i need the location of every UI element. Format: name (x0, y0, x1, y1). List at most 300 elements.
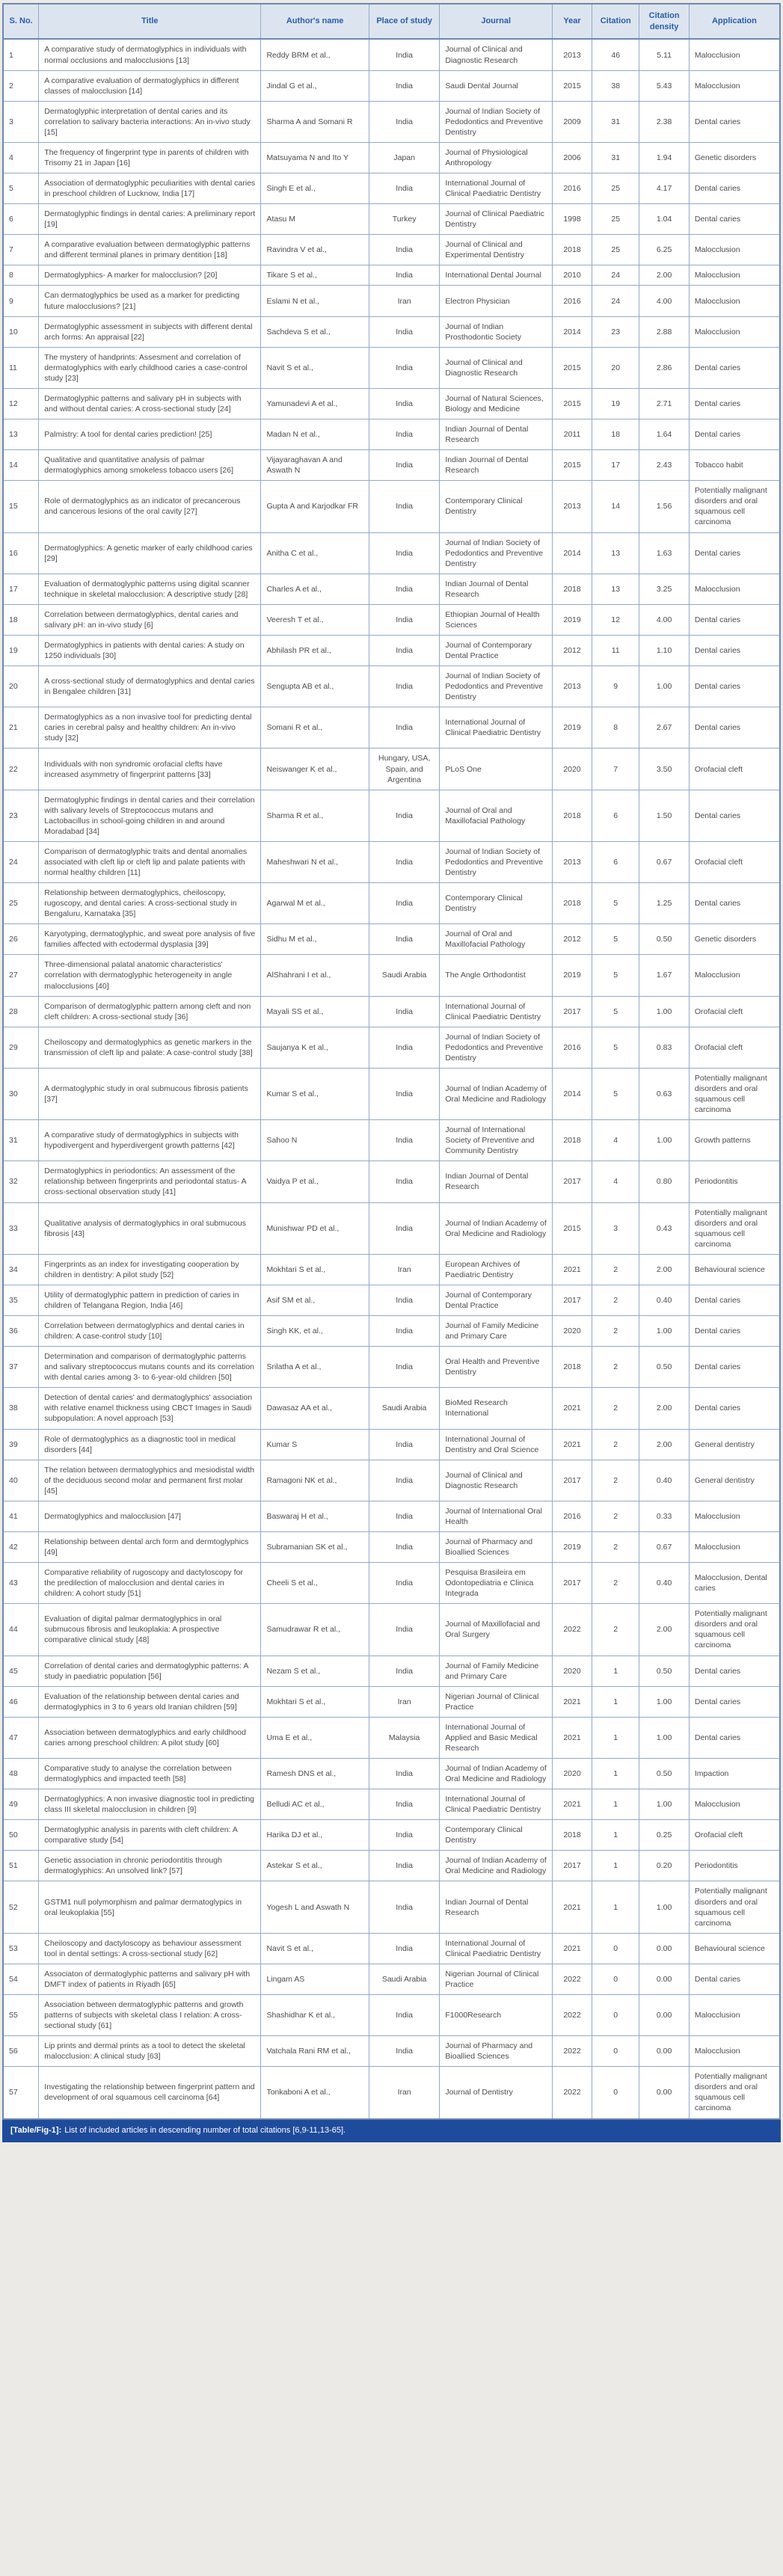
cell-application: Dental caries (689, 101, 780, 142)
cell-application: Malocclusion (689, 235, 780, 265)
cell-journal: Indian Journal of Dental Research (440, 1161, 553, 1202)
cell-citation: 23 (592, 316, 639, 347)
cell-place-of-study: India (369, 481, 440, 532)
cell-author-name: Jindal G et al., (261, 70, 369, 101)
cell-year: 2022 (553, 1994, 592, 2035)
cell-citation-density: 1.00 (639, 1316, 689, 1347)
table-row (3, 1758, 780, 1789)
cell-year: 2018 (553, 790, 592, 841)
cell-year: 2009 (553, 101, 592, 142)
cell-serial-number: 15 (3, 481, 39, 532)
cell-journal: Journal of Clinical and Diagnostic Research (440, 347, 553, 388)
cell-application: Dental caries (689, 1656, 780, 1686)
cell-journal: Journal of Dentistry (440, 2067, 553, 2119)
table-row (3, 604, 780, 635)
cell-year: 2015 (553, 1202, 592, 1254)
cell-author-name: Mokhtari S et al., (261, 1686, 369, 1717)
cell-journal: Journal of Contemporary Dental Practice (440, 1285, 553, 1315)
cell-year: 2021 (553, 1686, 592, 1717)
column-header-citation-density: Citation density (639, 4, 689, 39)
cell-serial-number: 31 (3, 1120, 39, 1161)
cell-place-of-study: India (369, 996, 440, 1027)
cell-year: 2015 (553, 70, 592, 101)
table-header-row (3, 4, 780, 39)
cell-citation-density: 0.50 (639, 1656, 689, 1686)
cell-year: 2016 (553, 1501, 592, 1531)
cell-application: Impaction (689, 1758, 780, 1789)
cell-citation: 20 (592, 347, 639, 388)
cell-author-name: Harika DJ et al., (261, 1820, 369, 1851)
cell-citation: 2 (592, 1316, 639, 1347)
cell-journal: International Journal of Clinical Paediatric Dentistry (440, 173, 553, 204)
cell-author-name: Sahoo N (261, 1120, 369, 1161)
cell-citation-density: 0.40 (639, 1460, 689, 1501)
cell-citation-density: 1.67 (639, 955, 689, 996)
cell-application: Dental caries (689, 532, 780, 574)
cell-place-of-study: India (369, 1851, 440, 1881)
cell-title: Individuals with non syndromic orofacial clefts have increased asymmetry of fingerprint patterns [33] (39, 748, 261, 790)
table-header (3, 4, 780, 39)
cell-year: 2022 (553, 2036, 592, 2067)
cell-citation-density: 2.88 (639, 316, 689, 347)
cell-serial-number: 33 (3, 1202, 39, 1254)
cell-citation: 2 (592, 1604, 639, 1656)
table-row (3, 450, 780, 481)
cell-serial-number: 49 (3, 1789, 39, 1820)
cell-title: Dermatoglyphic interpretation of dental caries and its correlation to salivary bacteria interactions: An in-vivo study [15] (39, 101, 261, 142)
table-row (3, 2067, 780, 2119)
cell-citation-density: 1.04 (639, 204, 689, 235)
table-row (3, 1316, 780, 1347)
cell-place-of-study: Saudi Arabia (369, 1388, 440, 1429)
cell-citation: 5 (592, 996, 639, 1027)
cell-application: Genetic disorders (689, 142, 780, 173)
cell-serial-number: 51 (3, 1851, 39, 1881)
cell-citation-density: 0.00 (639, 2036, 689, 2067)
cell-title: Dermatoglyphics in periodontics: An assessment of the relationship between fingerprints and periodontal status- A cross-sectional observation study [41] (39, 1161, 261, 1202)
cell-serial-number: 32 (3, 1161, 39, 1202)
cell-serial-number: 5 (3, 173, 39, 204)
cell-title: Evaluation of digital palmar dermatoglyphics in oral submucous fibrosis and leukoplakia: A prospective comparative clinical study [48] (39, 1604, 261, 1656)
cell-title: A comparative evaluation of dermatoglyphics in different classes of malocclusion [14] (39, 70, 261, 101)
cell-title: Correlation of dental caries and dermatoglyphic patterns: A study in paediatric population [56] (39, 1656, 261, 1686)
cell-author-name: Eslami N et al., (261, 286, 369, 316)
cell-journal: International Journal of Clinical Paediatric Dentistry (440, 996, 553, 1027)
cell-author-name: Mokhtari S et al., (261, 1254, 369, 1285)
table-row (3, 1388, 780, 1429)
cell-place-of-study: Hungary, USA, Spain, and Argentina (369, 748, 440, 790)
cell-citation-density: 1.10 (639, 635, 689, 665)
cell-author-name: Munishwar PD et al., (261, 1202, 369, 1254)
cell-year: 1998 (553, 204, 592, 235)
cell-author-name: Singh KK, et al., (261, 1316, 369, 1347)
cell-application: Dental caries (689, 173, 780, 204)
cell-author-name: Shashidhar K et al., (261, 1994, 369, 2035)
cell-journal: PLoS One (440, 748, 553, 790)
table-row (3, 1656, 780, 1686)
cell-place-of-study: India (369, 1994, 440, 2035)
cell-title: Relationship between dermatoglyphics, cheiloscopy, rugoscopy, and dental caries: A cross-sectional study in Bengaluru, Karnataka [35] (39, 883, 261, 924)
cell-place-of-study: India (369, 1656, 440, 1686)
cell-journal: International Journal of Clinical Paediatric Dentistry (440, 1933, 553, 1964)
cell-citation: 2 (592, 1285, 639, 1315)
table-row (3, 1851, 780, 1881)
cell-year: 2018 (553, 883, 592, 924)
cell-year: 2015 (553, 388, 592, 419)
cell-application: Dental caries (689, 666, 780, 707)
cell-author-name: Reddy BRM et al., (261, 39, 369, 70)
cell-citation: 1 (592, 1881, 639, 1933)
cell-journal: Nigerian Journal of Clinical Practice (440, 1686, 553, 1717)
cell-year: 2014 (553, 316, 592, 347)
cell-place-of-study: India (369, 39, 440, 70)
cell-citation: 1 (592, 1717, 639, 1758)
cell-application: Orofacial cleft (689, 748, 780, 790)
table-row (3, 532, 780, 574)
cell-serial-number: 34 (3, 1254, 39, 1285)
cell-citation-density: 0.83 (639, 1027, 689, 1068)
cell-citation-density: 0.40 (639, 1285, 689, 1315)
cell-place-of-study: Iran (369, 1686, 440, 1717)
cell-author-name: Mayali SS et al., (261, 996, 369, 1027)
table-row (3, 347, 780, 388)
cell-application: Periodontitis (689, 1851, 780, 1881)
cell-title: Investigating the relationship between fingerprint pattern and development of oral squamous cell carcinoma [64] (39, 2067, 261, 2119)
cell-title: Association of dermatoglyphic peculiarities with dental caries in preschool children of Lucknow, India [17] (39, 173, 261, 204)
cell-place-of-study: India (369, 635, 440, 665)
cell-author-name: Srilatha A et al., (261, 1347, 369, 1388)
cell-citation-density: 3.25 (639, 574, 689, 604)
cell-author-name: Uma E et al., (261, 1717, 369, 1758)
cell-journal: BioMed Research International (440, 1388, 553, 1429)
cell-author-name: Subramanian SK et al., (261, 1531, 369, 1562)
cell-citation: 7 (592, 748, 639, 790)
cell-year: 2018 (553, 1347, 592, 1388)
cell-author-name: Vatchala Rani RM et al., (261, 2036, 369, 2067)
column-header-citation: Citation (592, 4, 639, 39)
cell-application: Dental caries (689, 1964, 780, 1994)
cell-application: Malocclusion (689, 1531, 780, 1562)
cell-application: Dental caries (689, 1316, 780, 1347)
cell-citation: 13 (592, 574, 639, 604)
cell-author-name: AlShahrani I et al., (261, 955, 369, 996)
cell-journal: International Journal of Applied and Basic Medical Research (440, 1717, 553, 1758)
cell-serial-number: 2 (3, 70, 39, 101)
cell-journal: Journal of Indian Academy of Oral Medicine and Radiology (440, 1758, 553, 1789)
cell-citation: 2 (592, 1531, 639, 1562)
cell-citation-density: 1.63 (639, 532, 689, 574)
cell-author-name: Neiswanger K et al., (261, 748, 369, 790)
cell-author-name: Ramagoni NK et al., (261, 1460, 369, 1501)
table-row (3, 1717, 780, 1758)
cell-year: 2014 (553, 1068, 592, 1119)
cell-place-of-study: Turkey (369, 204, 440, 235)
cell-journal: International Dental Journal (440, 265, 553, 286)
cell-citation-density: 0.80 (639, 1161, 689, 1202)
cell-serial-number: 41 (3, 1501, 39, 1531)
cell-application: Potentially malignant disorders and oral squamous cell carcinoma (689, 1068, 780, 1119)
cell-title: Dermatoglyphics in patients with dental caries: A study on 1250 individuals [30] (39, 635, 261, 665)
cell-application: Behavioural science (689, 1254, 780, 1285)
cell-citation-density: 1.00 (639, 1686, 689, 1717)
cell-citation-density: 0.25 (639, 1820, 689, 1851)
cell-place-of-study: India (369, 265, 440, 286)
cell-journal: Journal of Indian Society of Pedodontics and Preventive Dentistry (440, 841, 553, 882)
cell-year: 2016 (553, 286, 592, 316)
cell-place-of-study: India (369, 1563, 440, 1604)
cell-citation: 4 (592, 1161, 639, 1202)
cell-application: Dental caries (689, 635, 780, 665)
table-row (3, 635, 780, 665)
cell-citation-density: 3.50 (639, 748, 689, 790)
cell-title: Lip prints and dermal prints as a tool to detect the skeletal malocclusion: A clinical study [63] (39, 2036, 261, 2067)
cell-journal: Journal of International Oral Health (440, 1501, 553, 1531)
column-header-place: Place of study (369, 4, 440, 39)
cell-application: Potentially malignant disorders and oral squamous cell carcinoma (689, 2067, 780, 2119)
cell-author-name: Singh E et al., (261, 173, 369, 204)
cell-year: 2010 (553, 265, 592, 286)
cell-author-name: Tonkaboni A et al., (261, 2067, 369, 2119)
cell-citation: 2 (592, 1460, 639, 1501)
cell-year: 2018 (553, 1120, 592, 1161)
cell-year: 2022 (553, 2067, 592, 2119)
cell-citation-density: 2.38 (639, 101, 689, 142)
cell-application: Potentially malignant disorders and oral squamous cell carcinoma (689, 1202, 780, 1254)
cell-place-of-study: India (369, 235, 440, 265)
table-row (3, 1789, 780, 1820)
cell-place-of-study: India (369, 532, 440, 574)
cell-journal: Journal of Indian Prosthodontic Society (440, 316, 553, 347)
cell-serial-number: 48 (3, 1758, 39, 1789)
cell-title: Dermatoglyphics as a non invasive tool for predicting dental caries in cerebral palsy and healthy children: An in-vivo study [32] (39, 707, 261, 748)
cell-journal: Electron Physician (440, 286, 553, 316)
cell-citation: 12 (592, 604, 639, 635)
cell-title: Role of dermatoglyphics as a diagnostic tool in medical disorders [44] (39, 1429, 261, 1460)
cell-place-of-study: India (369, 574, 440, 604)
table-row (3, 316, 780, 347)
table-row (3, 1285, 780, 1315)
cell-application: Malocclusion (689, 265, 780, 286)
cell-application: Orofacial cleft (689, 841, 780, 882)
cell-journal: Journal of Contemporary Dental Practice (440, 635, 553, 665)
cell-citation: 5 (592, 1068, 639, 1119)
cell-author-name: Navit S et al., (261, 347, 369, 388)
cell-year: 2020 (553, 1656, 592, 1686)
cell-citation: 17 (592, 450, 639, 481)
cell-author-name: Agarwal M et al., (261, 883, 369, 924)
cell-journal: Journal of Clinical and Diagnostic Research (440, 39, 553, 70)
cell-place-of-study: India (369, 924, 440, 955)
table-row (3, 142, 780, 173)
cell-serial-number: 14 (3, 450, 39, 481)
cell-author-name: Somani R et al., (261, 707, 369, 748)
table-row (3, 101, 780, 142)
table-row (3, 265, 780, 286)
cell-year: 2019 (553, 955, 592, 996)
cell-title: Determination and comparison of dermatoglyphic patterns and salivary streptococcus mutans counts and its correlation with dental caries among 3- to 6-year-old children [50] (39, 1347, 261, 1388)
cell-journal: Journal of Oral and Maxillofacial Pathology (440, 790, 553, 841)
cell-journal: Journal of Indian Academy of Oral Medicine and Radiology (440, 1851, 553, 1881)
cell-citation-density: 2.86 (639, 347, 689, 388)
cell-author-name: Kumar S et al., (261, 1068, 369, 1119)
cell-title: Comparison of dermatoglyphic traits and dental anomalies associated with cleft lip or cleft lip and palate patients with normal healthy children [11] (39, 841, 261, 882)
cell-serial-number: 13 (3, 419, 39, 450)
cell-citation: 0 (592, 2036, 639, 2067)
cell-application: Orofacial cleft (689, 1820, 780, 1851)
table-row (3, 1604, 780, 1656)
cell-place-of-study: India (369, 1789, 440, 1820)
cell-serial-number: 36 (3, 1316, 39, 1347)
cell-serial-number: 20 (3, 666, 39, 707)
cell-application: Dental caries (689, 707, 780, 748)
cell-citation: 14 (592, 481, 639, 532)
cell-place-of-study: India (369, 173, 440, 204)
cell-application: Dental caries (689, 1388, 780, 1429)
cell-serial-number: 27 (3, 955, 39, 996)
cell-citation-density: 2.00 (639, 1429, 689, 1460)
cell-journal: Journal of Clinical Paediatric Dentistry (440, 204, 553, 235)
included-articles-table (2, 3, 781, 2120)
cell-author-name: Yogesh L and Aswath N (261, 1881, 369, 1933)
cell-place-of-study: India (369, 604, 440, 635)
cell-author-name: Baswaraj H et al., (261, 1501, 369, 1531)
cell-author-name: Astekar S et al., (261, 1851, 369, 1881)
cell-citation-density: 4.00 (639, 604, 689, 635)
cell-citation-density: 0.50 (639, 1347, 689, 1388)
cell-place-of-study: India (369, 70, 440, 101)
cell-author-name: Ramesh DNS et al., (261, 1758, 369, 1789)
cell-citation: 1 (592, 1851, 639, 1881)
table-row (3, 1120, 780, 1161)
cell-journal: Contemporary Clinical Dentistry (440, 883, 553, 924)
cell-author-name: Ravindra V et al., (261, 235, 369, 265)
cell-citation: 2 (592, 1501, 639, 1531)
cell-journal: Journal of Family Medicine and Primary Care (440, 1316, 553, 1347)
cell-citation: 2 (592, 1388, 639, 1429)
cell-citation: 19 (592, 388, 639, 419)
cell-journal: Journal of Pharmacy and Bioallied Sciences (440, 1531, 553, 1562)
cell-author-name: Abhilash PR et al., (261, 635, 369, 665)
cell-serial-number: 6 (3, 204, 39, 235)
cell-citation: 5 (592, 924, 639, 955)
cell-citation-density: 1.00 (639, 1881, 689, 1933)
cell-year: 2018 (553, 574, 592, 604)
table-row (3, 419, 780, 450)
cell-year: 2006 (553, 142, 592, 173)
cell-journal: Journal of Oral and Maxillofacial Pathology (440, 924, 553, 955)
cell-citation: 18 (592, 419, 639, 450)
cell-journal: Journal of Family Medicine and Primary Care (440, 1656, 553, 1686)
table-row (3, 955, 780, 996)
cell-journal: Journal of International Society of Preventive and Community Dentistry (440, 1120, 553, 1161)
cell-application: Dental caries (689, 1285, 780, 1315)
cell-title: The frequency of fingerprint type in parents of children with Trisomy 21 in Japan [16] (39, 142, 261, 173)
column-header-title: Title (39, 4, 261, 39)
cell-citation: 5 (592, 883, 639, 924)
table-caption (2, 2120, 781, 2142)
cell-serial-number: 1 (3, 39, 39, 70)
cell-year: 2022 (553, 1964, 592, 1994)
cell-serial-number: 8 (3, 265, 39, 286)
cell-application: Dental caries (689, 790, 780, 841)
cell-citation-density: 1.50 (639, 790, 689, 841)
cell-title: Comparative study to analyse the correlation between dermatoglyphics and impacted teeth [58] (39, 1758, 261, 1789)
cell-serial-number: 7 (3, 235, 39, 265)
cell-year: 2012 (553, 635, 592, 665)
cell-title: Dermatoglyphic analysis in parents with cleft children: A comparative study [54] (39, 1820, 261, 1851)
cell-application: Dental caries (689, 1686, 780, 1717)
cell-serial-number: 16 (3, 532, 39, 574)
cell-place-of-study: India (369, 1501, 440, 1531)
cell-citation-density: 0.20 (639, 1851, 689, 1881)
cell-year: 2018 (553, 235, 592, 265)
cell-place-of-study: Japan (369, 142, 440, 173)
cell-citation-density: 1.00 (639, 1120, 689, 1161)
cell-title: The mystery of handprints: Assesment and correlation of dermatoglyphics with early childhood caries a case-control study [23] (39, 347, 261, 388)
cell-author-name: Navit S et al., (261, 1933, 369, 1964)
cell-citation-density: 4.00 (639, 286, 689, 316)
cell-title: Dermatoglyphic findings in dental caries and their correlation with salivary levels of Streptococcus mutans and Lactobacillus in school-going children in and around Moradabad [34] (39, 790, 261, 841)
cell-title: Dermatoglyphics and malocclusion [47] (39, 1501, 261, 1531)
cell-place-of-study: India (369, 1120, 440, 1161)
cell-author-name: Sharma A and Somani R (261, 101, 369, 142)
cell-serial-number: 9 (3, 286, 39, 316)
cell-citation: 1 (592, 1686, 639, 1717)
cell-journal: F1000Research (440, 1994, 553, 2035)
cell-year: 2015 (553, 347, 592, 388)
cell-citation-density: 0.00 (639, 1933, 689, 1964)
cell-citation-density: 0.50 (639, 924, 689, 955)
cell-title: Comparison of dermatoglyphic pattern among cleft and non cleft children: A cross-sectional study [36] (39, 996, 261, 1027)
table-row (3, 841, 780, 882)
cell-year: 2017 (553, 996, 592, 1027)
cell-year: 2021 (553, 1388, 592, 1429)
cell-serial-number: 22 (3, 748, 39, 790)
cell-citation: 13 (592, 532, 639, 574)
cell-author-name: Matsuyama N and Ito Y (261, 142, 369, 173)
table-row (3, 707, 780, 748)
table-row (3, 1347, 780, 1388)
cell-serial-number: 38 (3, 1388, 39, 1429)
table-row (3, 666, 780, 707)
cell-citation: 1 (592, 1656, 639, 1686)
cell-title: Correlation between dermatoglyphics, dental caries and salivary pH: an in-vivo study [6] (39, 604, 261, 635)
cell-place-of-study: Iran (369, 1254, 440, 1285)
table-row (3, 2036, 780, 2067)
cell-citation: 6 (592, 841, 639, 882)
cell-place-of-study: India (369, 1027, 440, 1068)
cell-place-of-study: India (369, 1460, 440, 1501)
cell-application: Dental caries (689, 604, 780, 635)
cell-application: Behavioural science (689, 1933, 780, 1964)
cell-citation: 31 (592, 142, 639, 173)
cell-year: 2012 (553, 924, 592, 955)
cell-journal: Journal of Maxillofacial and Oral Surgery (440, 1604, 553, 1656)
cell-serial-number: 43 (3, 1563, 39, 1604)
cell-citation-density: 1.00 (639, 1717, 689, 1758)
cell-citation: 5 (592, 1027, 639, 1068)
column-header-author: Author's name (261, 4, 369, 39)
cell-citation-density: 0.00 (639, 2067, 689, 2119)
cell-author-name: Cheeli S et al., (261, 1563, 369, 1604)
cell-place-of-study: India (369, 347, 440, 388)
cell-year: 2017 (553, 1563, 592, 1604)
cell-journal: Journal of Indian Society of Pedodontics and Preventive Dentistry (440, 666, 553, 707)
cell-year: 2020 (553, 748, 592, 790)
table-row (3, 883, 780, 924)
cell-serial-number: 42 (3, 1531, 39, 1562)
cell-serial-number: 29 (3, 1027, 39, 1068)
